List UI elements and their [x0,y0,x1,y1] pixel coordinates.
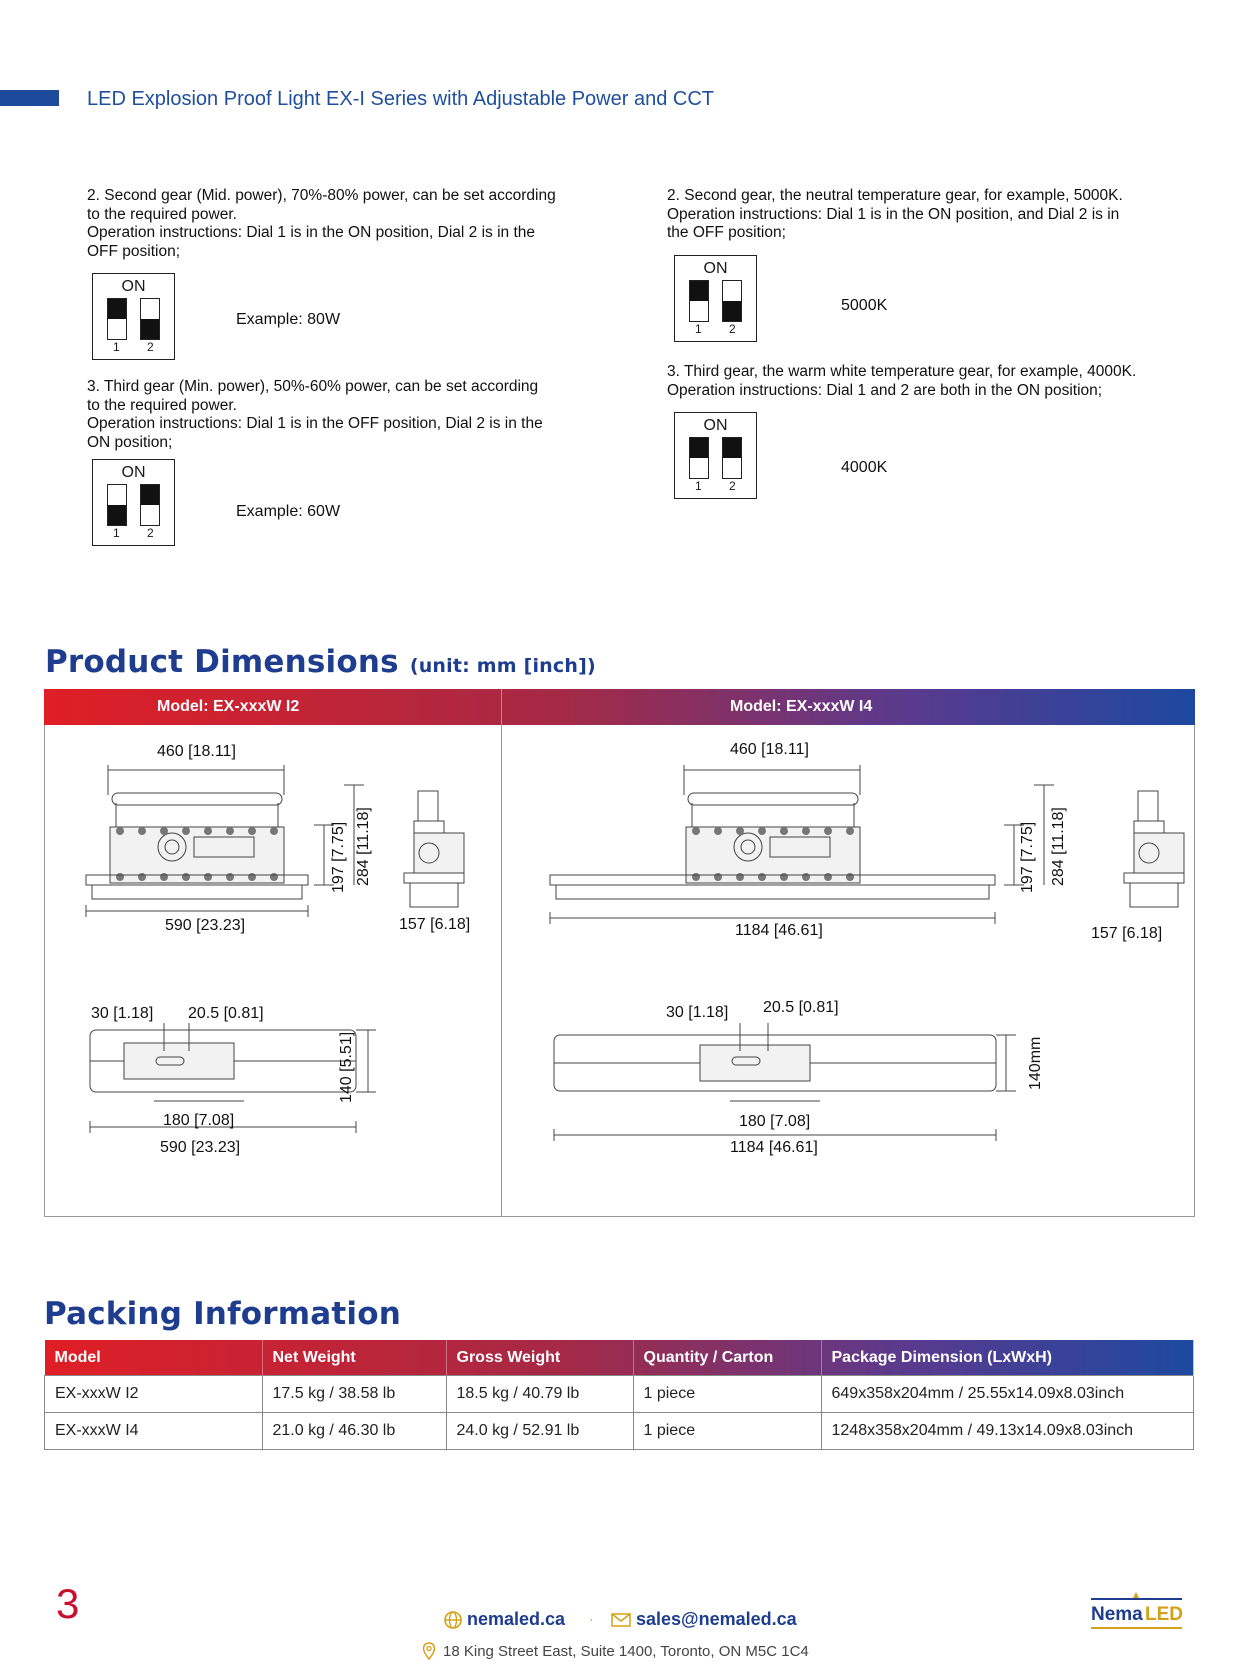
text-line: 3. Third gear (Min. power), 50%-60% power, can be set according [87,378,539,395]
i4-length2-label: 1184 [46.61] [730,1139,818,1156]
svg-text:LED: LED [1145,1604,1183,1625]
text-line: 2. Second gear (Mid. power), 70%-80% power, can be set according [87,187,556,204]
text-line: to the required power. [87,205,237,223]
dip-on-label: ON [121,464,146,481]
right-gear2-text [667,187,1123,243]
dip-switch-1 [689,280,709,322]
column-header-gross-weight: Gross Weight [446,1340,633,1376]
text-line: Operation instructions: Dial 1 is in the ON position, Dial 2 is in the [87,224,535,241]
text-line: Operation instructions: Dial 1 is in the OFF position, Dial 2 is in the [87,415,543,432]
text-line: 2. Second gear, the neutral temperature gear, for example, 5000K. [667,187,1123,204]
i2-length-label: 590 [23.23] [165,917,246,934]
svg-text:Nema: Nema [1091,1604,1143,1625]
text-line: OFF position; [87,242,181,260]
dip-switch-2 [722,280,742,322]
model-i2-heading: Model: EX-xxxW I2 [157,698,300,715]
i2-height-284-label: 284 [11.18] [355,807,372,886]
location-pin-icon [422,1642,436,1660]
text-line: Operation instructions: Dial 1 is in the ON position, and Dial 2 is in [667,205,1120,223]
dip-number-1: 1 [113,526,120,540]
table-cell: EX-xxxW I4 [45,1413,263,1450]
i4-offset-30-label: 30 [1.18] [666,1004,729,1021]
packing-information-title: Packing Information [44,1296,401,1332]
header-accent-bar [0,90,59,106]
dip-switch-2 [722,437,742,479]
dip-number-2: 2 [729,322,736,336]
table-cell: 1 piece [633,1413,821,1450]
i2-side-width-label: 157 [6.18] [399,916,471,933]
table-cell: 18.5 kg / 40.79 lb [446,1376,633,1413]
dip-switch-4000k [674,412,757,499]
i2-height-197-label: 197 [7.75] [330,821,347,893]
i4-height-197-label: 197 [7.75] [1019,821,1036,893]
i4-mount-label: 180 [7.08] [739,1113,811,1130]
text-line: Operation instructions: Dial 1 and 2 are both in the ON position; [667,381,1103,399]
dip-switch-1 [107,484,127,526]
i2-depth-label: 140 [5.51] [338,1031,355,1103]
i4-length-label: 1184 [46.61] [735,922,823,939]
table-cell: 24.0 kg / 52.91 lb [446,1413,633,1450]
text-line: the OFF position; [667,224,786,241]
dimensions-header-bar [44,689,1195,725]
nemaled-logo [1089,1590,1184,1634]
i4-side-width-label: 157 [6.18] [1091,925,1163,942]
dip-switch-1 [689,437,709,479]
dip-switch-2 [140,484,160,526]
dip-number-1: 1 [113,340,120,354]
text-line: ON position; [87,433,173,451]
dip-on-label: ON [121,278,146,295]
table-row [45,1376,1194,1413]
left-gear3-text [87,378,543,452]
example-80w: Example: 80W [236,311,341,328]
dip-switch-80w [92,273,175,360]
dip-number-2: 2 [147,340,154,354]
globe-icon [443,1610,463,1630]
table-cell: EX-xxxW I2 [45,1376,263,1413]
dip-switch-60w [92,459,175,546]
dip-switch-5000k [674,255,757,342]
dip-number-2: 2 [147,526,154,540]
page-header-title: LED Explosion Proof Light EX-I Series with Adjustable Power and CCT [87,88,714,110]
model-i4-heading: Model: EX-xxxW I4 [730,698,873,715]
table-cell: 649x358x204mm / 25.55x14.09x8.03inch [821,1376,1194,1413]
dip-switch-2 [140,298,160,340]
product-dimensions-title [45,644,596,680]
i2-length2-label: 590 [23.23] [160,1139,241,1156]
unit-note: (unit: mm [inch]) [409,655,596,677]
example-60w: Example: 60W [236,503,341,520]
table-row [45,1413,1194,1450]
column-header-model: Model [45,1340,263,1376]
i2-top-width-label: 460 [18.11] [157,743,236,760]
table-header-row [45,1340,1194,1376]
i4-top-width-label: 460 [18.11] [730,741,809,758]
table-cell: 1248x358x204mm / 49.13x14.09x8.03inch [821,1413,1194,1450]
i4-height-284-label: 284 [11.18] [1050,807,1067,886]
column-header-net-weight: Net Weight [262,1340,446,1376]
i2-offset-205-label: 20.5 [0.81] [188,1005,264,1022]
website-link[interactable]: nemaled.ca [467,1609,566,1629]
table-cell: 17.5 kg / 38.58 lb [262,1376,446,1413]
address-text: 18 King Street East, Suite 1400, Toronto, ON M5C 1C4 [443,1643,809,1660]
dip-on-label: ON [703,417,728,434]
dip-on-label: ON [703,260,728,277]
right-gear3-text [667,363,1136,400]
column-header-quantity: Quantity / Carton [633,1340,821,1376]
i2-mount-label: 180 [7.08] [163,1112,235,1129]
i2-offset-30-label: 30 [1.18] [91,1005,154,1022]
page-number: 3 [56,1580,80,1627]
dip-number-2: 2 [729,479,736,493]
column-header-package-dimension: Package Dimension (LxWxH) [821,1340,1194,1376]
example-5000k: 5000K [841,297,888,314]
envelope-icon [611,1613,631,1627]
email-link[interactable]: sales@nemaled.ca [636,1609,797,1629]
dip-switch-1 [107,298,127,340]
table-cell: 1 piece [633,1376,821,1413]
text-line: to the required power. [87,396,237,414]
i4-offset-205-label: 20.5 [0.81] [763,999,839,1016]
section-title-text: Product Dimensions [45,644,399,680]
dip-number-1: 1 [695,479,702,493]
left-gear2-text [87,187,556,261]
table-cell: 21.0 kg / 46.30 lb [262,1413,446,1450]
example-4000k: 4000K [841,459,888,476]
text-line: 3. Third gear, the warm white temperature gear, for example, 4000K. [667,363,1137,380]
i4-depth-label: 140mm [1027,1036,1044,1090]
separator-dot: · [589,1611,594,1627]
packing-table [44,1340,1194,1450]
dip-number-1: 1 [695,322,702,336]
